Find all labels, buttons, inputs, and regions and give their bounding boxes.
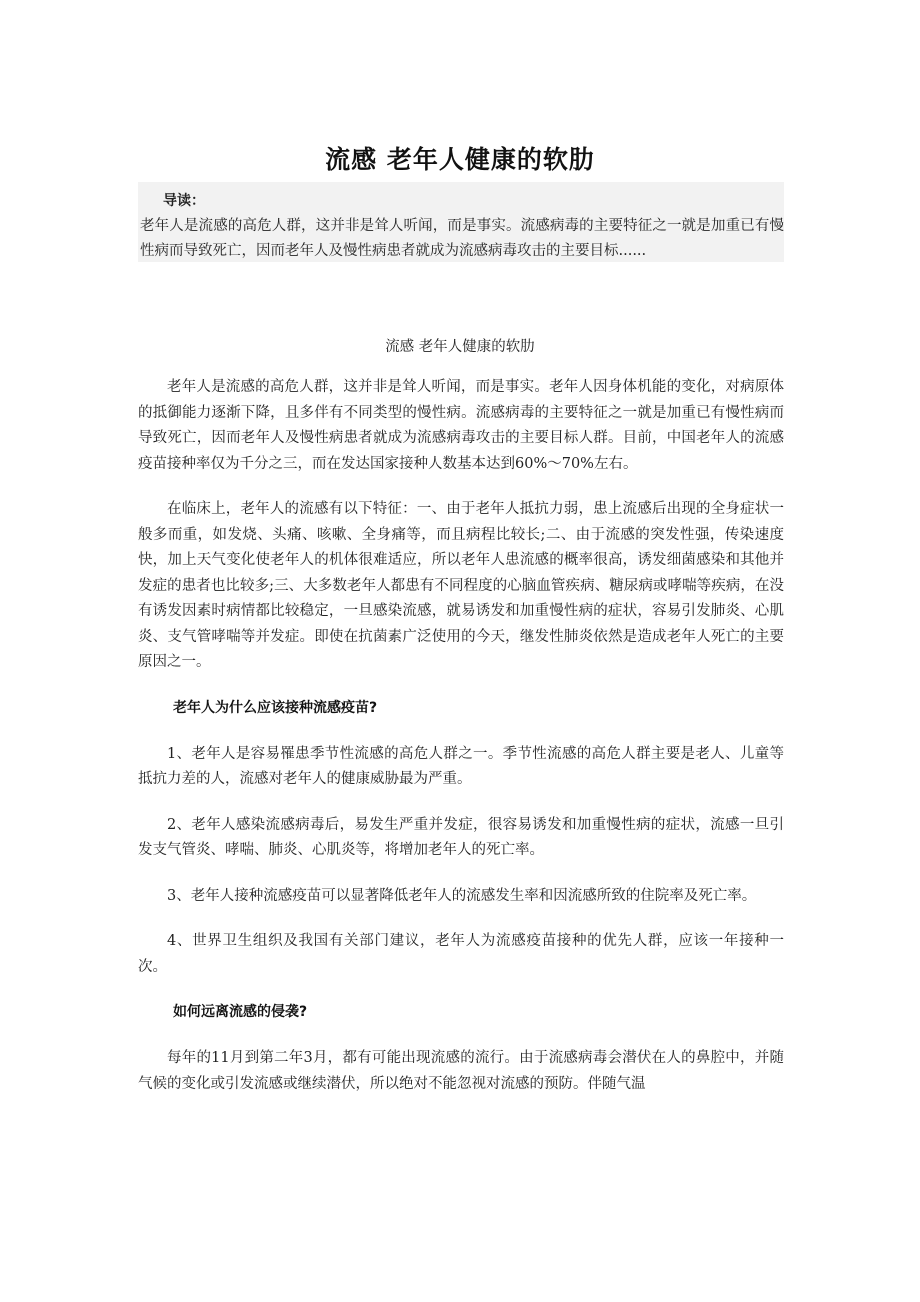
article-subtitle: 流感 老年人健康的软肋 xyxy=(385,339,535,355)
section-heading-vaccine: 老年人为什么应该接种流感疫苗? xyxy=(173,699,378,716)
list-item: 1、老年人是容易罹患季节性流感的高危人群之一。季节性流感的高危人群主要是老人、儿童等抵抗力差的人，流感对老年人的健康威胁最为严重。 xyxy=(138,745,784,787)
intro-paragraph: 老年人是流感的高危人群，这并非是耸人听闻，而是事实。老年人因身体机能的变化，对病原体的抵御能力逐渐下降，且多伴有不同类型的慢性病。流感病毒的主要特征之一就是加重已有慢性病而导致死亡，因而老年人及慢性病患者就成为流感病毒攻击的主要目标人群。目前，中国老年人的流感疫苗接种率仅为千分之三，而在发达国家接种人数基本达到60%～70%左右。 xyxy=(138,379,784,472)
list-item: 3、老年人接种流感疫苗可以显著降低老年人的流感发生率和因流感所致的住院率及死亡率。 xyxy=(167,887,757,904)
document-title: 流感 老年人健康的软肋 xyxy=(325,145,595,174)
article-body xyxy=(138,375,784,1117)
list-item: 4、世界卫生组织及我国有关部门建议，老年人为流感疫苗接种的优先人群，应该一年接种一次。 xyxy=(138,933,784,975)
clinical-paragraph: 在临床上，老年人的流感有以下特征：一、由于老年人抵抗力弱，患上流感后出现的全身症状一般多而重，如发烧、头痛、咳嗽、全身痛等，而且病程比较长;二、由于流感的突发性强，传染速度快，加上天气变化使老年人的机体很难适应，所以老年人患流感的概率很高，诱发细菌感染和其他并发症的患者也比较多;三、大多数老年人都患有不同程度的心脑血管疾病、糖尿病或哮喘等疾病，在没有诱发因素时病情都比较稳定，一旦感染流感，就易诱发和加重慢性病的症状，容易引发肺炎、心肌炎、支气管哮喘等并发症。即使在抗菌素广泛使用的今天，继发性肺炎依然是造成老年人死亡的主要原因之一。 xyxy=(138,501,784,670)
section-heading-prevention: 如何远离流感的侵袭? xyxy=(173,1004,308,1020)
guide-text: 老年人是流感的高危人群，这并非是耸人听闻，而是事实。流感病毒的主要特征之一就是加重已有慢性病而导致死亡，因而老年人及慢性病患者就成为流感病毒攻击的主要目标...... xyxy=(140,218,784,259)
prevention-paragraph: 每年的11月到第二年3月，都有可能出现流感的流行。由于流感病毒会潜伏在人的鼻腔中，并随气候的变化或引发流感或继续潜伏，所以绝对不能忽视对流感的预防。伴随气温 xyxy=(138,1050,784,1092)
guide-box xyxy=(138,182,784,262)
list-item: 2、老年人感染流感病毒后，易发生严重并发症，很容易诱发和加重慢性病的症状，流感一旦引发支气管炎、哮喘、肺炎、心肌炎等，将增加老年人的死亡率。 xyxy=(138,816,784,858)
guide-label: 导读： xyxy=(163,193,205,209)
